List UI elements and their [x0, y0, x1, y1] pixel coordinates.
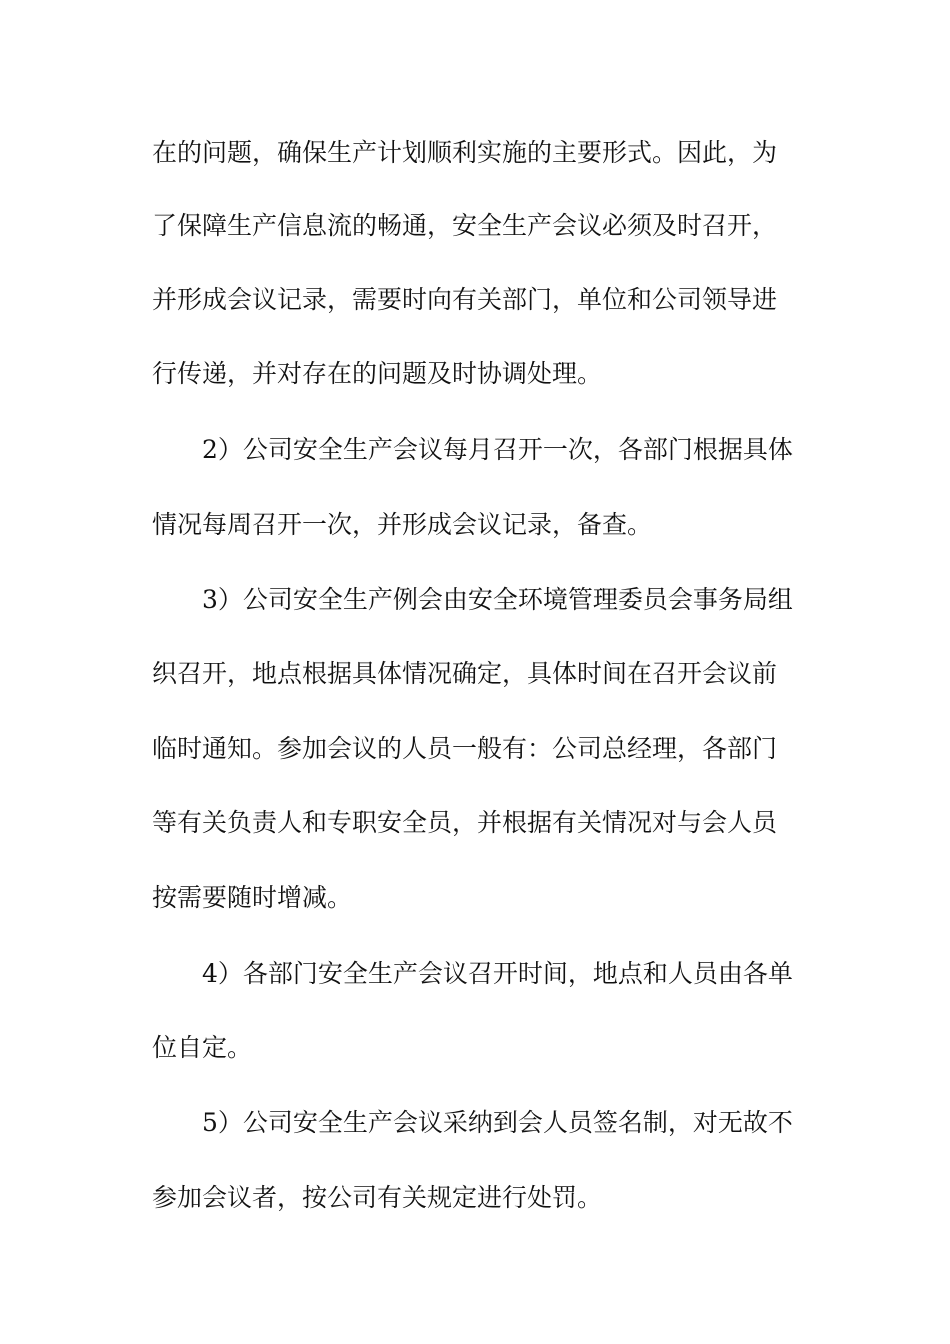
paragraph-1-line-2: 了保障生产信息流的畅通，安全生产会议必须及时召开， — [152, 211, 778, 240]
paragraph-5-line-1: 5）公司安全生产会议采纳到会人员签名制，对无故不 — [202, 1108, 793, 1137]
paragraph-3-line-2: 织召开，地点根据具体情况确定，具体时间在召开会议前 — [152, 659, 778, 688]
paragraph-3-line-4: 等有关负责人和专职安全员，并根据有关情况对与会人员 — [152, 808, 778, 837]
paragraph-1-line-1: 在的问题，确保生产计划顺利实施的主要形式。因此，为 — [152, 138, 778, 167]
paragraph-3-line-1: 3）公司安全生产例会由安全环境管理委员会事务局组 — [202, 585, 793, 614]
paragraph-5-line-2: 参加会议者，按公司有关规定进行处罚。 — [152, 1183, 603, 1212]
paragraph-4-line-2: 位自定。 — [152, 1033, 253, 1062]
paragraph-3-line-5: 按需要随时增减。 — [152, 883, 353, 912]
paragraph-1-line-3: 并形成会议记录，需要时向有关部门，单位和公司领导进 — [152, 285, 778, 314]
paragraph-3-line-3: 临时通知。参加会议的人员一般有：公司总经理，各部门 — [152, 734, 778, 763]
paragraph-4-line-1: 4）各部门安全生产会议召开时间，地点和人员由各单 — [202, 959, 793, 988]
paragraph-2-line-2: 情况每周召开一次，并形成会议记录，备查。 — [152, 510, 653, 539]
paragraph-1-line-4: 行传递，并对存在的问题及时协调处理。 — [152, 359, 603, 388]
paragraph-2-line-1: 2）公司安全生产会议每月召开一次，各部门根据具体 — [202, 435, 793, 464]
